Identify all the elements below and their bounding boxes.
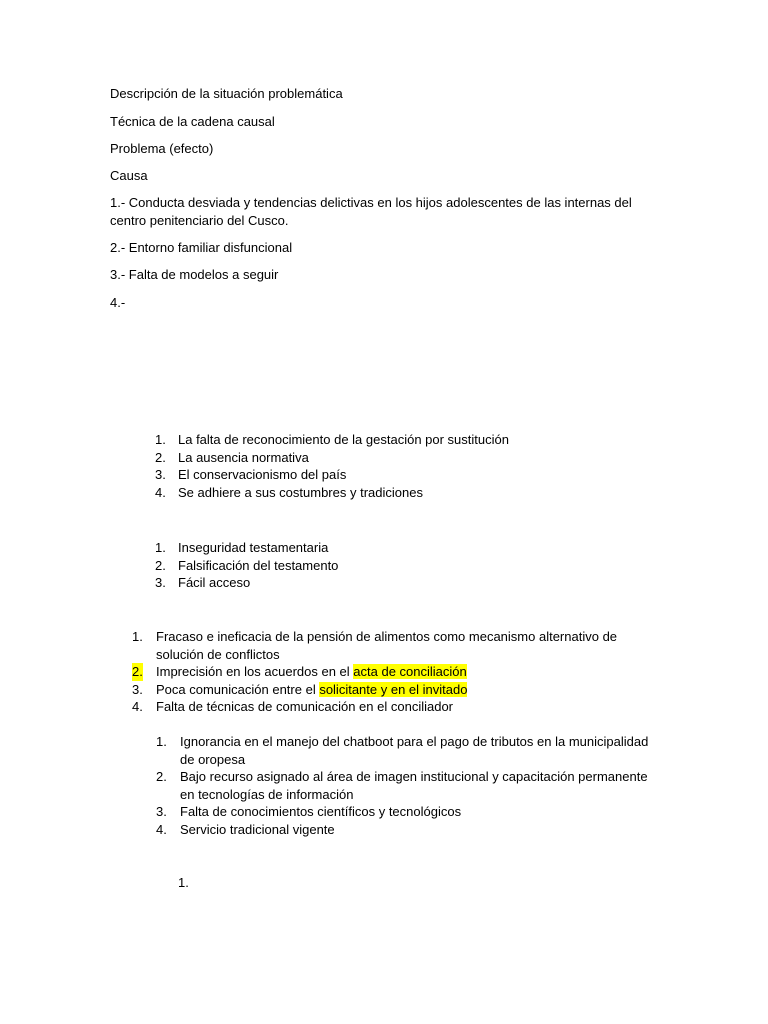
list-item-text: Falsificación del testamento <box>178 557 339 573</box>
list-item-text: Falta de conocimientos científicos y tecnológicos <box>180 804 462 819</box>
list-item-number: 3. <box>155 575 166 590</box>
list-item-number: 3. <box>156 804 167 819</box>
list-item <box>132 663 631 681</box>
list-item-number: 4. <box>132 699 143 714</box>
list-item <box>132 628 631 663</box>
list-conciliation <box>132 628 631 716</box>
list-item-number: 2. <box>155 449 166 465</box>
list-item <box>132 681 631 699</box>
list-chatbot <box>156 733 655 838</box>
heading-technique: Técnica de la cadena causal <box>110 114 275 129</box>
list-item <box>155 574 578 592</box>
highlighted-text: solicitante y en el invitado <box>319 681 468 697</box>
list-item-text: Inseguridad testamentaria <box>178 540 329 555</box>
list-item <box>132 698 631 716</box>
list-item-number: 3. <box>155 467 166 482</box>
cause-4: 4.- <box>110 295 126 310</box>
list-item-text: La ausencia normativa <box>178 449 309 465</box>
list-item-number: 4. <box>155 484 166 500</box>
list-item <box>155 466 578 484</box>
list-item <box>155 557 578 575</box>
list-item-text: Ignorancia en el manejo del chatboot para el pago de tributos en la municipalidad de oropesa <box>180 734 649 767</box>
list-item <box>155 431 578 449</box>
heading-description: Descripción de la situación problemática <box>110 86 343 101</box>
list-item-text: Servicio tradicional vigente <box>180 821 335 837</box>
list-item-number: 2. <box>155 557 166 573</box>
list-item-number: 1. <box>132 629 143 644</box>
list-item <box>155 539 578 557</box>
list-item <box>156 733 655 768</box>
list-item-text: Fácil acceso <box>178 575 251 590</box>
list-item-number: 1. <box>156 734 167 749</box>
list-item-number: 3. <box>132 681 143 697</box>
list-item-number: 2. <box>156 769 167 784</box>
list-item-text: Imprecisión en los acuerdos en el <box>156 664 354 679</box>
list-item <box>155 449 578 467</box>
list-item <box>155 484 578 502</box>
list-item <box>156 821 655 839</box>
list-item-text: El conservacionismo del país <box>178 467 347 482</box>
heading-cause: Causa <box>110 168 148 183</box>
highlighted-text: acta de conciliación <box>353 664 467 679</box>
list-testament <box>155 539 578 592</box>
list-item-text: Fracaso e ineficacia de la pensión de alimentos como mecanismo alternativo de solución de conflictos <box>156 629 618 662</box>
list-item-number: 1. <box>178 875 189 890</box>
cause-2: 2.- Entorno familiar disfuncional <box>110 240 293 255</box>
list-item-number: 1. <box>155 432 166 447</box>
cause-1: 1.- Conducta desviada y tendencias delictivas en los hijos adolescentes de las internas del centro penitenciario del Cusco. <box>110 195 632 228</box>
list-item-text: Bajo recurso asignado al área de imagen institucional y capacitación permanente en tecnologías de información <box>180 769 648 802</box>
list-item-number: 2. <box>132 664 143 679</box>
list-item <box>156 803 655 821</box>
list-surrogacy <box>155 431 578 501</box>
list-item-number: 1. <box>155 540 166 555</box>
list-item <box>156 768 655 803</box>
cause-3: 3.- Falta de modelos a seguir <box>110 267 279 282</box>
list-item-text: La falta de reconocimiento de la gestación por sustitución <box>178 432 509 447</box>
list-item-text: Poca comunicación entre el <box>156 681 320 697</box>
list-item-number: 4. <box>156 821 167 837</box>
list-item-text: Falta de técnicas de comunicación en el conciliador <box>156 699 454 714</box>
heading-problem: Problema (efecto) <box>110 141 214 156</box>
list-item-text: Se adhiere a sus costumbres y tradiciones <box>178 484 423 500</box>
